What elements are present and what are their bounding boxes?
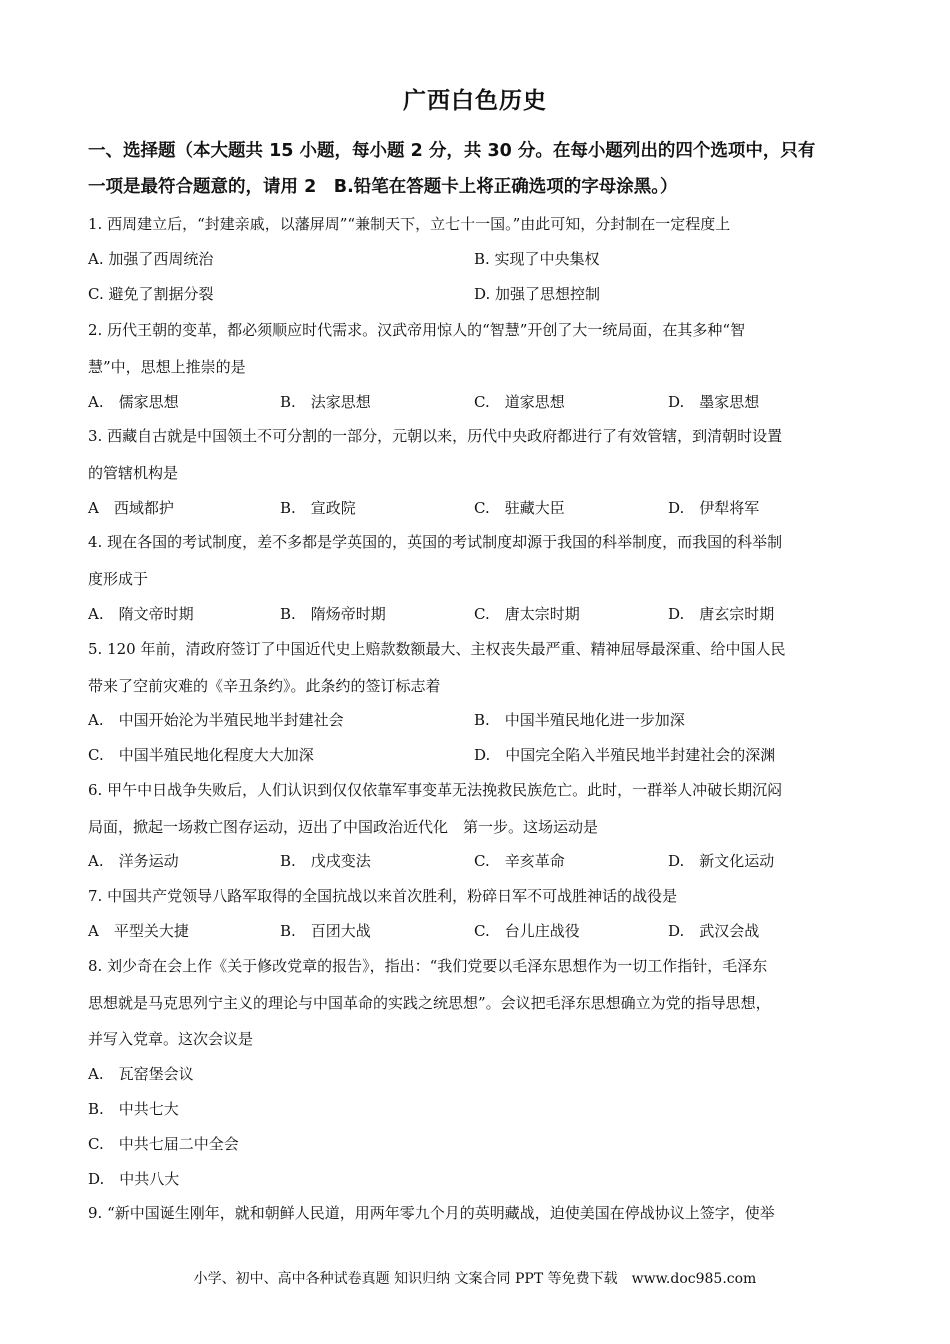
question-6-option-b: B. 戊戌变法 [280, 852, 371, 870]
question-6-option-c: C. 辛亥革命 [474, 852, 565, 870]
question-1-text: 1. 西周建立后，“封建亲戚，以藩屏周”“兼制天下，立七十一国。”由此可知，分封制在一定程度上 [88, 215, 731, 233]
question-8-text-line-3: 并写入党章。这次会议是 [88, 1030, 254, 1048]
section-heading-line-1: 一、选择题（本大题共 15 小题，每小题 2 分，共 30 分。在每小题列出的四个选项中，只有 [88, 141, 816, 161]
question-8-option-d: D. 中共八大 [88, 1170, 180, 1188]
question-6-text-line-2: 局面，掀起一场救亡图存运动，迈出了中国政治近代化 第一步。这场运动是 [88, 818, 599, 836]
question-5-option-a: A. 中国开始沦为半殖民地半封建社会 [88, 711, 344, 729]
question-8-text-line-2: 思想就是马克思列宁主义的理论与中国革命的实践之统思想”。会议把毛泽东思想确立为党的指导思想， [88, 994, 771, 1012]
question-8-option-b: B. 中共七大 [88, 1100, 179, 1118]
question-3-option-d: D. 伊犁将军 [668, 499, 760, 517]
question-6-option-d: D. 新文化运动 [668, 852, 775, 870]
question-5-text-line-1: 5. 120 年前，清政府签订了中国近代史上赔款数额最大、主权丧失最严重、精神屈辱最深重、给中国人民 [88, 640, 786, 658]
question-1-option-a: A. 加强了西周统治 [88, 250, 214, 268]
question-8-text-line-1: 8. 刘少奇在会上作《关于修改党章的报告》，指出：“我们党要以毛泽东思想作为一切工作指针，毛泽东 [88, 957, 768, 975]
question-7-option-d: D. 武汉会战 [668, 922, 760, 940]
page-footer: 小学、初中、高中各种试卷真题 知识归纳 文案合同 PPT 等免费下载 www.doc985.com [193, 1271, 757, 1287]
question-3-option-c: C. 驻藏大臣 [474, 499, 565, 517]
question-5-option-d: D. 中国完全陷入半殖民地半封建社会的深渊 [474, 746, 776, 764]
question-6-text-line-1: 6. 甲午中日战争失败后，人们认识到仅仅依靠军事变革无法挽救民族危亡。此时，一群举人冲破长期沉闷 [88, 781, 783, 799]
question-8-option-c: C. 中共七届二中全会 [88, 1135, 239, 1153]
question-8-option-a: A. 瓦窑堡会议 [88, 1065, 194, 1083]
question-3-text-line-1: 3. 西藏自古就是中国领土不可分割的一部分，元朝以来，历代中央政府都进行了有效管辖，到清朝时设置 [88, 427, 783, 445]
question-2-text-line-1: 2. 历代王朝的变革，都必须顺应时代需求。汉武帝用惊人的“智慧”开创了大一统局面，在其多种“智 [88, 321, 746, 339]
question-1-option-c: C. 避免了割据分裂 [88, 285, 214, 303]
question-7-text: 7. 中国共产党领导八路军取得的全国抗战以来首次胜利，粉碎日军不可战胜神话的战役是 [88, 887, 678, 905]
question-4-text-line-1: 4. 现在各国的考试制度，差不多都是学英国的，英国的考试制度却源于我国的科举制度，而我国的科举制 [88, 533, 783, 551]
question-4-option-a: A. 隋文帝时期 [88, 605, 194, 623]
question-4-text-line-2: 度形成于 [88, 570, 149, 588]
question-4-option-b: B. 隋炀帝时期 [280, 605, 386, 623]
question-7-option-b: B. 百团大战 [280, 922, 371, 940]
question-1-option-d: D. 加强了思想控制 [474, 285, 601, 303]
question-7-option-a: A 平型关大捷 [88, 922, 189, 940]
question-3-option-a: A 西域都护 [88, 499, 174, 517]
question-2-text-line-2: 慧”中，思想上推崇的是 [88, 358, 246, 376]
question-1-option-b: B. 实现了中央集权 [474, 250, 600, 268]
question-6-option-a: A. 洋务运动 [88, 852, 179, 870]
question-4-option-c: C. 唐太宗时期 [474, 605, 580, 623]
question-2-option-c: C. 道家思想 [474, 393, 565, 411]
question-5-option-b: B. 中国半殖民地化进一步加深 [474, 711, 685, 729]
question-3-text-line-2: 的管辖机构是 [88, 464, 179, 482]
question-2-option-a: A. 儒家思想 [88, 393, 179, 411]
page-title: 广西白色历史 [403, 88, 547, 114]
question-2-option-d: D. 墨家思想 [668, 393, 760, 411]
question-4-option-d: D. 唐玄宗时期 [668, 605, 775, 623]
section-heading-line-2: 一项是最符合题意的，请用 2 B.铅笔在答题卡上将正确选项的字母涂黑。） [88, 177, 678, 197]
question-3-option-b: B. 宣政院 [280, 499, 356, 517]
question-7-option-c: C. 台儿庄战役 [474, 922, 580, 940]
question-2-option-b: B. 法家思想 [280, 393, 371, 411]
question-9-text: 9. “新中国诞生刚年，就和朝鲜人民道，用两年零九个月的英明藏战，迫使美国在停战协议上签字，使举 [88, 1204, 775, 1222]
question-5-text-line-2: 带来了空前灾难的《辛丑条约》。此条约的签订标志着 [88, 677, 441, 695]
question-5-option-c: C. 中国半殖民地化程度大大加深 [88, 746, 314, 764]
